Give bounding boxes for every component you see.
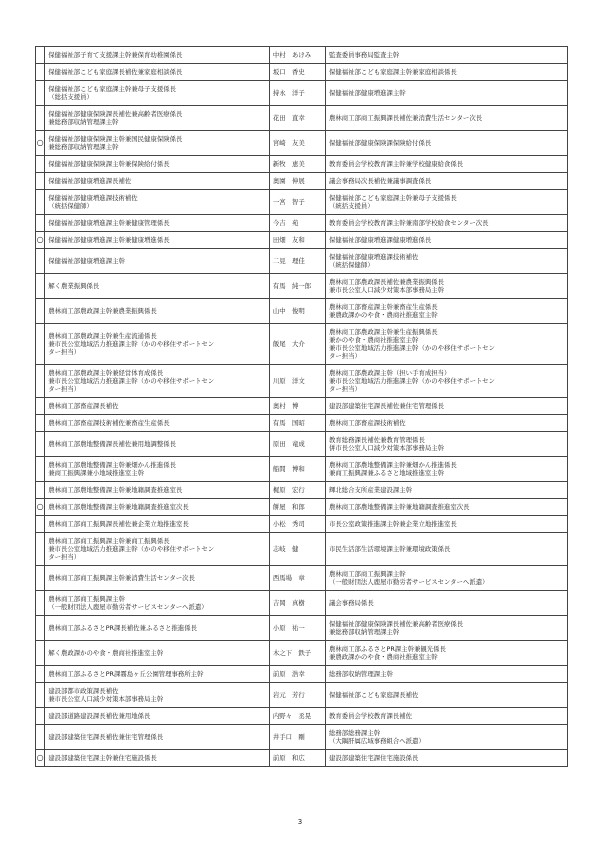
change-mark <box>36 47 45 64</box>
new-position-line: 兼農政課かのや食・農商社推進室主幹 <box>328 653 438 661</box>
old-position-line: 兼総務部収納管理課主幹 <box>48 143 119 151</box>
table-row <box>36 365 568 398</box>
table-row <box>36 708 568 725</box>
old-position <box>45 666 270 683</box>
new-position-line: 兼商工振興課兼ふるさと地域推進室主幹 <box>328 469 445 477</box>
new-position <box>325 457 567 482</box>
old-position-line: ター担当） <box>48 385 81 393</box>
old-position <box>45 190 270 215</box>
new-position <box>325 190 567 215</box>
old-position <box>45 533 270 566</box>
table-row <box>36 81 568 106</box>
table-row <box>36 131 568 156</box>
new-position <box>325 516 567 533</box>
new-position-line: ター担当） <box>328 352 361 360</box>
new-position <box>325 64 567 81</box>
person-name: 前原 和広 <box>269 750 325 767</box>
old-position <box>45 566 270 591</box>
old-position-line: 農林商工部農政課主幹兼経営体育成係長 <box>48 369 164 377</box>
new-position <box>325 616 567 641</box>
table-row <box>36 641 568 666</box>
change-mark <box>36 516 45 533</box>
person-name: 川原 洋文 <box>269 365 325 398</box>
table-row <box>36 432 568 457</box>
new-position <box>325 81 567 106</box>
new-position-line: 議会事務局次長補佐兼議事調査係長 <box>328 177 432 185</box>
old-position <box>45 81 270 106</box>
old-position <box>45 215 270 232</box>
table-row <box>36 566 568 591</box>
new-position-line: 農林商工部農政課長補佐兼農業振興係長 <box>328 278 445 286</box>
old-position-line: （総括支援員） <box>48 93 93 101</box>
change-mark <box>36 641 45 666</box>
old-position <box>45 47 270 64</box>
new-position <box>325 566 567 591</box>
old-position <box>45 106 270 131</box>
old-position <box>45 131 270 156</box>
old-position-line: 建設部道路建設課長補佐兼用地係長 <box>48 712 151 720</box>
change-mark <box>36 708 45 725</box>
person-name: 木之下 鉄子 <box>269 641 325 666</box>
page-number: 3 <box>297 818 303 826</box>
person-name: 奥村 博 <box>269 398 325 415</box>
old-position <box>45 232 270 249</box>
old-position-line: 農林商工部農地整備課主幹兼畑かん推進係長 <box>48 461 176 469</box>
old-position-line: 兼市長公室地域活力推進課主幹（かのや移住サポートセン <box>48 545 215 553</box>
person-name: 内野々 丞晃 <box>269 708 325 725</box>
change-mark <box>36 299 45 324</box>
new-position-line: 保健福祉部健康増進課健康増進係長 <box>328 236 432 244</box>
personnel-table-container <box>35 46 568 767</box>
old-position-line: 農林商工部農地整備課主幹兼地籍調査推進室次長 <box>48 503 189 511</box>
person-name: 有馬 純一郎 <box>269 274 325 299</box>
new-position-line: 総務部総務課主幹 <box>328 729 381 737</box>
new-position-line: 市民生活部生活環境課主幹兼環境政策係長 <box>328 545 451 553</box>
change-mark <box>36 533 45 566</box>
new-position-line: 保健福祉部こども家庭課長補佐 <box>328 691 419 699</box>
person-name: 持永 洋子 <box>269 81 325 106</box>
change-mark: ○ <box>36 131 45 156</box>
new-position-line: 農林商工部ふるさとPR課主幹兼観光係長 <box>328 645 446 653</box>
old-position-line: 農林商工部商工振興課長補佐兼企業立地推進室長 <box>48 520 189 528</box>
old-position-line: 兼商工振興課兼小地域推進室主幹 <box>48 469 145 477</box>
table-row <box>36 274 568 299</box>
new-position-line: 保健福祉部健康増進課主幹 <box>328 89 406 97</box>
change-mark <box>36 173 45 190</box>
new-position <box>325 398 567 415</box>
table-row <box>36 750 568 767</box>
old-position-line: 建設部都市政策課長補佐 <box>48 687 119 695</box>
old-position-line: 保健福祉部子育て支援課主幹兼保育幼稚園係長 <box>48 51 183 59</box>
new-position-line: 農林商工部農地整備課主幹兼地籍調査推進室次長 <box>328 503 470 511</box>
old-position-line: 農林商工部畜産課技術補佐兼畜産生産係長 <box>48 419 170 427</box>
old-position <box>45 591 270 616</box>
old-position <box>45 365 270 398</box>
person-name: 小原 祐一 <box>269 616 325 641</box>
table-row <box>36 398 568 415</box>
table-row <box>36 415 568 432</box>
new-position-line: 農林商工部畜産課技術補佐 <box>328 419 406 427</box>
change-mark <box>36 324 45 365</box>
table-row <box>36 482 568 499</box>
new-position <box>325 249 567 274</box>
change-mark <box>36 81 45 106</box>
new-position-line: 建設部建築住宅課住宅施設係長 <box>328 754 419 762</box>
change-mark <box>36 725 45 750</box>
new-position <box>325 156 567 173</box>
table-row <box>36 190 568 215</box>
old-position <box>45 616 270 641</box>
old-position <box>45 249 270 274</box>
person-name: 宮崎 友美 <box>269 131 325 156</box>
table-row <box>36 232 568 249</box>
new-position-line: 農林商工部畜産課主幹兼畜産生産係長 <box>328 303 438 311</box>
table-row <box>36 64 568 81</box>
new-position <box>325 415 567 432</box>
new-position <box>325 47 567 64</box>
new-position-line: 保健福祉部こども家庭課主幹兼母子支援係長 <box>328 194 457 202</box>
new-position <box>325 274 567 299</box>
old-position <box>45 173 270 190</box>
table-row <box>36 616 568 641</box>
old-position-line: 保健福祉部健康保険課主幹兼保険給付係長 <box>48 160 170 168</box>
new-position-line: （大隅肝属広域事務組合へ派遣） <box>328 737 425 745</box>
table-row <box>36 516 568 533</box>
change-mark <box>36 64 45 81</box>
person-name: 坂口 香史 <box>269 64 325 81</box>
new-position-line: 保健福祉部こども家庭課主幹兼家庭相談係長 <box>328 68 457 76</box>
table-row <box>36 106 568 131</box>
table-row <box>36 156 568 173</box>
new-position <box>325 106 567 131</box>
old-position <box>45 482 270 499</box>
old-position <box>45 457 270 482</box>
person-name: 中村 あけみ <box>269 47 325 64</box>
old-position-line: 保健福祉部健康増進課長補佐 <box>48 177 132 185</box>
change-mark <box>36 482 45 499</box>
old-position-line: 保健福祉部健康増進課主幹兼健康増進係長 <box>48 236 170 244</box>
new-position-line: 農林商工部農政課主幹兼生産振興係長 <box>328 328 438 336</box>
person-name: 梶原 宏行 <box>269 482 325 499</box>
old-position-line: 農林商工部農地整備課長補佐兼用地調整係長 <box>48 440 176 448</box>
table-row <box>36 666 568 683</box>
old-position-line: ター担当） <box>48 553 81 561</box>
new-position-line: 監査委員事務局監査主幹 <box>328 51 400 59</box>
personnel-table <box>35 46 568 767</box>
new-position-line: （一般財団法人鹿屋市勤労者サービスセンターへ派遣） <box>328 578 489 586</box>
new-position <box>325 173 567 190</box>
table-row <box>36 725 568 750</box>
change-mark <box>36 666 45 683</box>
old-position <box>45 299 270 324</box>
change-mark: ○ <box>36 232 45 249</box>
person-name: 船間 博和 <box>269 457 325 482</box>
personnel-table-body <box>36 47 568 767</box>
old-position <box>45 274 270 299</box>
new-position-line: 建設部建築住宅課長補佐兼住宅管理係長 <box>328 402 445 410</box>
new-position <box>325 533 567 566</box>
old-position-line: 保健福祉部健康増進課主幹 <box>48 257 125 265</box>
person-name: 志岐 健 <box>269 533 325 566</box>
old-position-line: 保健福祉部健康保険課主幹兼国民健康保険係長 <box>48 135 183 143</box>
person-name: 原田 竜成 <box>269 432 325 457</box>
old-position <box>45 156 270 173</box>
old-position-line: 兼総務部収納管理課主幹 <box>48 118 119 126</box>
new-position-line: 兼総務部収納管理課主幹 <box>328 628 400 636</box>
new-position-line: 議会事務局係長 <box>328 599 374 607</box>
new-position-line: 保健福祉部健康保険課保険給付係長 <box>328 139 432 147</box>
new-position <box>325 482 567 499</box>
old-position-line: 農林商工部農政課主幹兼農業振興係長 <box>48 307 157 315</box>
new-position-line: 兼市長公室地域活力推進課主幹（かのや移住サポートセン <box>328 377 495 385</box>
person-name: 小松 秀司 <box>269 516 325 533</box>
change-mark <box>36 616 45 641</box>
person-name: 一宮 智子 <box>269 190 325 215</box>
new-position-line: 農林商工部農政課主幹（担い手育成担当） <box>328 369 451 377</box>
new-position-line: （統括保健師） <box>328 261 374 269</box>
table-row <box>36 324 568 365</box>
change-mark <box>36 365 45 398</box>
old-position <box>45 725 270 750</box>
person-name: 新牧 恵美 <box>269 156 325 173</box>
new-position <box>325 641 567 666</box>
person-name: 前原 浩幸 <box>269 666 325 683</box>
person-name: 有馬 国昭 <box>269 415 325 432</box>
person-name: 飯尾 大介 <box>269 324 325 365</box>
table-row <box>36 499 568 516</box>
new-position-line: 教育委員会学校教育課主幹兼学校健康給食係長 <box>328 160 464 168</box>
new-position-line: 教育委員会学校教育課長補佐 <box>328 712 413 720</box>
old-position-line: 農林商工部農地整備課主幹兼地籍調査推進室長 <box>48 486 183 494</box>
change-mark <box>36 190 45 215</box>
old-position-line: 農林商工部農政課主幹兼生産流通係長 <box>48 332 157 340</box>
table-row <box>36 591 568 616</box>
change-mark: ○ <box>36 499 45 516</box>
person-name: 井手口 剛 <box>269 725 325 750</box>
new-position <box>325 499 567 516</box>
new-position <box>325 708 567 725</box>
new-position <box>325 324 567 365</box>
old-position-line: 解く農業振興係長 <box>48 282 100 290</box>
new-position-line: 兼農政課かのや食・農商社推進室主幹 <box>328 311 438 319</box>
new-position <box>325 215 567 232</box>
new-position-line: 農林商工部商工振興課主幹 <box>328 570 406 578</box>
old-position-line: 保健福祉部こども家庭課主幹兼母子支援係長 <box>48 85 176 93</box>
new-position-line: （統括支援員） <box>328 202 374 210</box>
old-position <box>45 641 270 666</box>
change-mark <box>36 591 45 616</box>
old-position <box>45 64 270 81</box>
old-position <box>45 432 270 457</box>
old-position-line: （一般財団法人鹿屋市勤労者サービスセンターへ派遣） <box>48 603 208 611</box>
change-mark <box>36 106 45 131</box>
person-name: 岩元 芳行 <box>269 683 325 708</box>
new-position <box>325 666 567 683</box>
change-mark <box>36 432 45 457</box>
new-position <box>325 432 567 457</box>
person-name: 花田 直幸 <box>269 106 325 131</box>
table-row <box>36 457 568 482</box>
new-position-line: 輝北総合支所産業建設課主幹 <box>328 486 413 494</box>
person-name: 二見 理佳 <box>269 249 325 274</box>
old-position <box>45 324 270 365</box>
person-name: 吉岡 真樹 <box>269 591 325 616</box>
old-position-line: 建設部建築住宅課長補佐兼住宅管理係長 <box>48 733 164 741</box>
change-mark <box>36 457 45 482</box>
new-position-line: 教育総務課長補佐兼教育管理係長 <box>328 436 425 444</box>
old-position <box>45 516 270 533</box>
change-mark <box>36 566 45 591</box>
new-position-line: 農林商工部農地整備課主幹兼畑かん推進係長 <box>328 461 457 469</box>
table-row <box>36 173 568 190</box>
change-mark <box>36 415 45 432</box>
old-position-line: 兼市長公室地域活力推進課主幹（かのや移住サポートセン <box>48 377 215 385</box>
change-mark <box>36 156 45 173</box>
new-position-line: 市長公室政策推進課主幹兼企業立地推進室長 <box>328 520 457 528</box>
new-position <box>325 725 567 750</box>
new-position <box>325 299 567 324</box>
person-name: 西馬場 章 <box>269 566 325 591</box>
old-position <box>45 750 270 767</box>
change-mark: ○ <box>36 750 45 767</box>
new-position-line: 保健福祉部健康増進課技術補佐 <box>328 253 419 261</box>
new-position-line: 保健福祉部健康保険課長補佐兼高齢者医療係長 <box>328 620 464 628</box>
old-position <box>45 398 270 415</box>
new-position-line: ター担当） <box>328 385 361 393</box>
old-position-line: 農林商工部商工振興課主幹兼消費生活センター次長 <box>48 574 195 582</box>
change-mark <box>36 215 45 232</box>
old-position-line: 解く農政課かのや食・農商社推進室主幹 <box>48 649 164 657</box>
old-position-line: 保健福祉部健康増進課主幹兼健康管理係長 <box>48 219 170 227</box>
old-position-line: 農林商工部畜産課長補佐 <box>48 402 119 410</box>
change-mark <box>36 398 45 415</box>
old-position <box>45 415 270 432</box>
old-position-line: 建設部建築住宅課主幹兼住宅施設係長 <box>48 754 157 762</box>
new-position <box>325 750 567 767</box>
new-position-line: 教育委員会学校教育課主幹兼南部学校給食センター次長 <box>328 219 489 227</box>
person-name: 餅屋 和郎 <box>269 499 325 516</box>
new-position-line: 兼かのや食・農商社推進室主幹 <box>328 336 419 344</box>
old-position-line: 保健福祉部こども家庭課長補佐兼家庭相談係長 <box>48 68 183 76</box>
new-position <box>325 365 567 398</box>
change-mark <box>36 274 45 299</box>
new-position <box>325 591 567 616</box>
person-name: 奥園 伸展 <box>269 173 325 190</box>
change-mark <box>36 683 45 708</box>
person-name: 山中 俊明 <box>269 299 325 324</box>
new-position <box>325 232 567 249</box>
table-row <box>36 249 568 274</box>
new-position-line: 総務部収納管理課主幹 <box>328 670 393 678</box>
old-position-line: 兼市長公室地域活力推進課主幹（かのや移住サポートセン <box>48 340 215 348</box>
old-position-line: 保健福祉部健康増進課技術補佐 <box>48 194 138 202</box>
old-position <box>45 499 270 516</box>
table-row <box>36 683 568 708</box>
new-position-line: 兼市長公室人口減少対策本部事務局主幹 <box>328 286 445 294</box>
change-mark <box>36 249 45 274</box>
old-position-line: 保健福祉部健康保険課長補佐兼高齢者医療係長 <box>48 110 183 118</box>
table-row <box>36 215 568 232</box>
person-name: 田畑 友和 <box>269 232 325 249</box>
old-position <box>45 708 270 725</box>
new-position <box>325 683 567 708</box>
old-position-line: （統括保健師） <box>48 202 93 210</box>
old-position-line: ター担当） <box>48 348 81 356</box>
person-name: 今吉 苑 <box>269 215 325 232</box>
old-position-line: 兼市長公室人口減少対策本部事務局主幹 <box>48 695 164 703</box>
new-position-line: 農林商工部商工振興課長補佐兼消費生活センター次長 <box>328 114 483 122</box>
table-row <box>36 299 568 324</box>
new-position-line: 併市長公室人口減少対策本部事務局主幹 <box>328 444 445 452</box>
new-position-line: 兼市長公室地域活力推進課主幹（かのや移住サポートセン <box>328 344 495 352</box>
table-row <box>36 533 568 566</box>
table-row <box>36 47 568 64</box>
new-position <box>325 131 567 156</box>
old-position-line: 農林商工部ふるさとPR課長補佐兼ふるさと推進係長 <box>48 624 198 632</box>
old-position-line: 農林商工部ふるさとPR課霧島ヶ丘公園管理事務所主幹 <box>48 670 204 678</box>
old-position <box>45 683 270 708</box>
old-position-line: 農林商工部商工振興課主幹兼商工振興係長 <box>48 537 170 545</box>
old-position-line: 農林商工部商工振興課主幹 <box>48 595 125 603</box>
